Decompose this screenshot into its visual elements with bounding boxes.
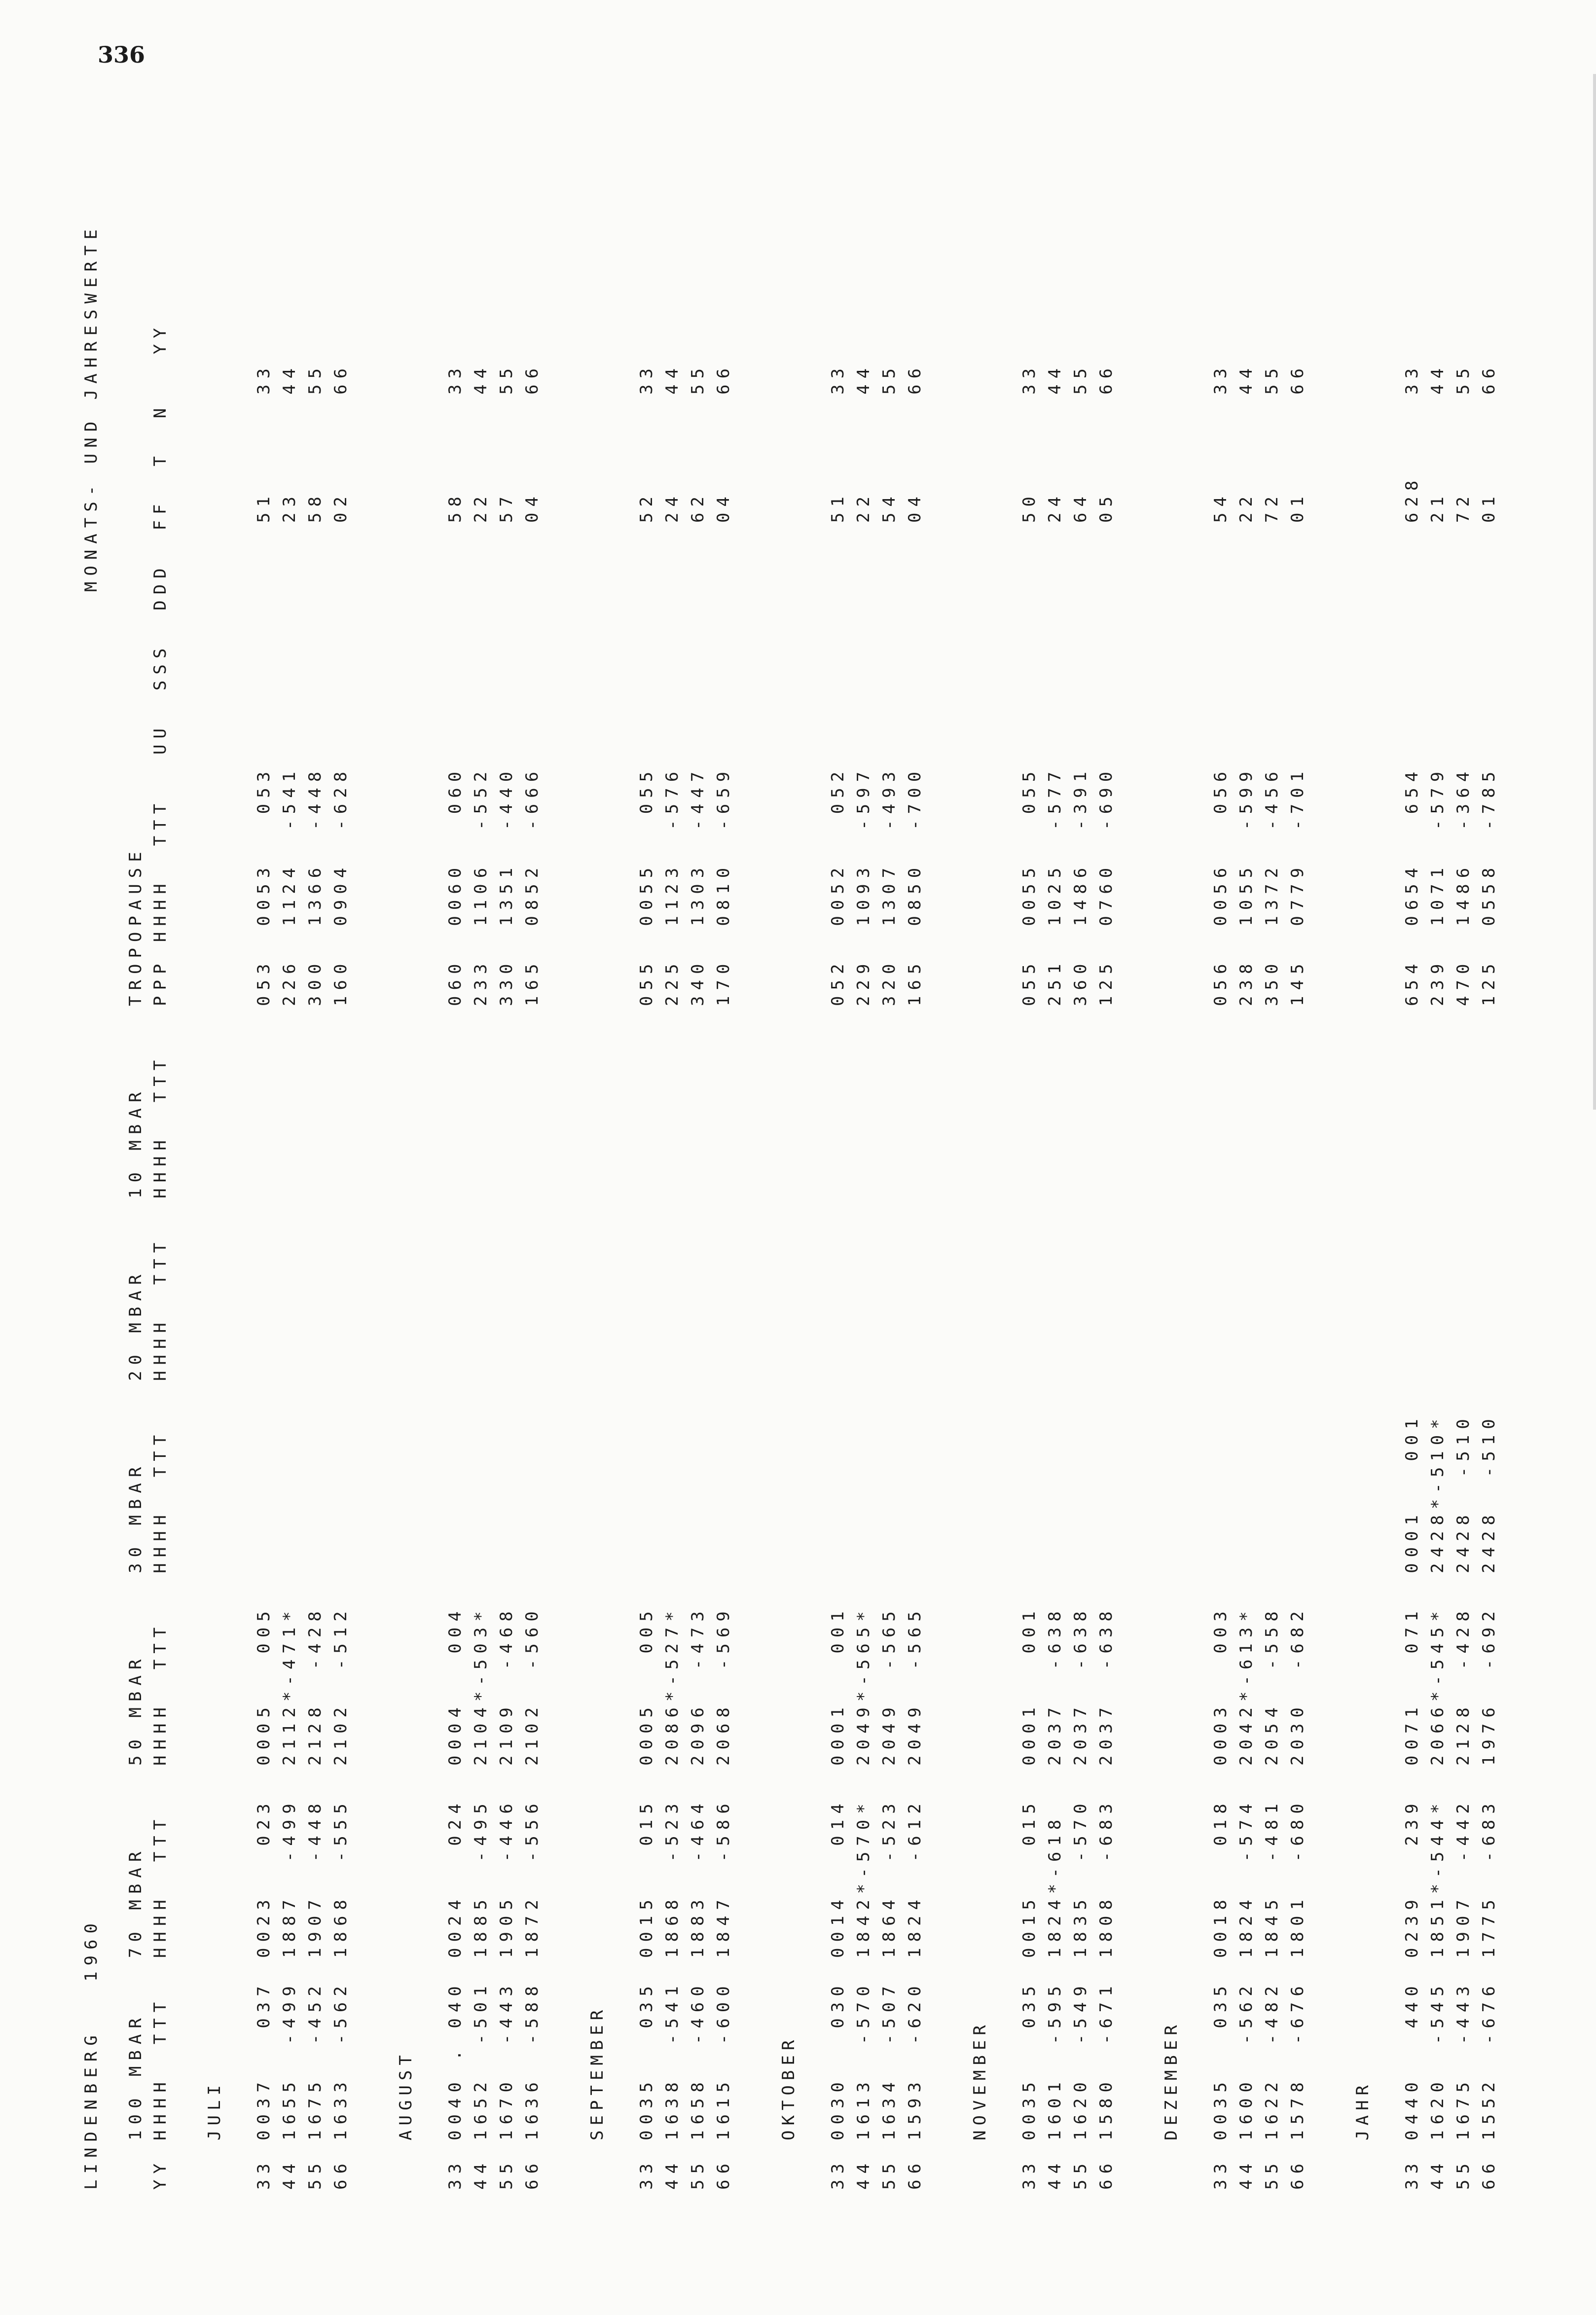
- cell-50mbar: 2042*-613*: [1236, 1605, 1256, 1766]
- cell-tropopause: 239 1071 -579: [1428, 765, 1448, 1006]
- cell-yy: 33: [1211, 2158, 1231, 2190]
- cell-100mbar: 1593 -620: [905, 1980, 925, 2140]
- cell-100mbar: 0035 035: [1211, 1980, 1231, 2140]
- cell-ff: 72: [1453, 491, 1473, 523]
- cell-70mbar: 1883 -464: [688, 1798, 708, 1958]
- cell-tropopause: 145 0779 -701: [1288, 765, 1307, 1006]
- cell-70mbar: 0018 018: [1211, 1798, 1231, 1958]
- cell-70mbar: 1907 -442: [1453, 1798, 1473, 1958]
- cell-ff: 62: [688, 491, 708, 523]
- cell-tropopause: 350 1372 -456: [1262, 765, 1282, 1006]
- cell-50mbar: 1976 -692: [1479, 1605, 1499, 1766]
- cell-yy-right: 55: [1071, 362, 1090, 395]
- cell-50mbar: 2030 -682: [1288, 1605, 1307, 1766]
- cell-30mbar: 2428 -510: [1479, 1413, 1499, 1573]
- cell-50mbar: 2102 -512: [331, 1605, 351, 1766]
- cell-yy-right: 66: [905, 362, 925, 395]
- header-30mbar: 30 MBAR: [126, 1461, 145, 1573]
- cell-yy-right: 33: [254, 362, 274, 395]
- cell-yy-right: 55: [1262, 362, 1282, 395]
- cell-yy: 55: [497, 2158, 516, 2190]
- header-tropopause: TROPOPAUSE: [126, 846, 145, 1006]
- cell-yy: 44: [280, 2158, 299, 2190]
- cell-100mbar: 1675 -452: [305, 1980, 325, 2140]
- cell-yy-right: 33: [637, 362, 656, 395]
- cell-ff: 01: [1288, 491, 1307, 523]
- cell-yy: 44: [662, 2158, 682, 2190]
- cell-yy-right: 33: [828, 362, 848, 395]
- cell-70mbar: 0014 014: [828, 1798, 848, 1958]
- cell-tropopause: 238 1055 -599: [1236, 765, 1256, 1006]
- cell-70mbar: 1885 -495: [471, 1798, 491, 1958]
- header-20mbar: 20 MBAR: [126, 1268, 145, 1381]
- cell-70mbar: 1868 -523: [662, 1798, 682, 1958]
- cell-yy-right: 55: [305, 362, 325, 395]
- month-label: NOVEMBER: [970, 2020, 990, 2140]
- cell-30mbar: 2428 -510: [1453, 1413, 1473, 1573]
- cell-70mbar: 1851*-544*: [1428, 1798, 1448, 1958]
- cell-100mbar: 0035 035: [637, 1980, 656, 2140]
- cell-tropopause: 170 0810 -659: [714, 765, 733, 1006]
- header-yy: YY: [150, 2158, 170, 2190]
- cell-ff: 05: [1096, 491, 1116, 523]
- cell-100mbar: 0440 440: [1402, 1980, 1422, 2140]
- cell-50mbar: 2109 -468: [497, 1605, 516, 1766]
- cell-yy-right: 44: [854, 362, 873, 395]
- cell-70mbar: 1835 -570: [1071, 1798, 1090, 1958]
- cell-100mbar: 1552 -676: [1479, 1980, 1499, 2140]
- cell-yy-right: 44: [662, 362, 682, 395]
- cell-50mbar: 0005 005: [254, 1605, 274, 1766]
- cell-100mbar: 1675 -443: [1453, 1980, 1473, 2140]
- month-label: JULI: [205, 2080, 224, 2140]
- cell-50mbar: 2049 -565: [905, 1605, 925, 1766]
- cell-ff: 22: [854, 491, 873, 523]
- header-tropopause-cols: PPP HHHH TTT: [150, 797, 170, 1006]
- cell-tropopause: 165 0852 -666: [522, 765, 542, 1006]
- cell-100mbar: 1652 -501: [471, 1980, 491, 2140]
- cell-50mbar: 2037 -638: [1045, 1605, 1065, 1766]
- cell-50mbar: 0001 001: [1019, 1605, 1039, 1766]
- header-10-cols: HHHH TTT: [150, 1054, 170, 1198]
- header-30-cols: HHHH TTT: [150, 1429, 170, 1573]
- cell-yy-right: 55: [688, 362, 708, 395]
- cell-tropopause: 055 0055 055: [637, 765, 656, 1006]
- cell-100mbar: 1634 -507: [879, 1980, 899, 2140]
- cell-yy-right: 44: [280, 362, 299, 395]
- cell-50mbar: 2068 -569: [714, 1605, 733, 1766]
- header-70mbar: 70 MBAR: [126, 1845, 145, 1958]
- cell-50mbar: 0001 001: [828, 1605, 848, 1766]
- cell-ff: 57: [497, 491, 516, 523]
- cell-yy-right: 33: [1211, 362, 1231, 395]
- cell-70mbar: 1847 -586: [714, 1798, 733, 1958]
- cell-ff: 52: [637, 491, 656, 523]
- cell-yy: 33: [828, 2158, 848, 2190]
- cell-tropopause: 340 1303 -447: [688, 765, 708, 1006]
- cell-yy-right: 66: [331, 362, 351, 395]
- cell-100mbar: 1622 -482: [1262, 1980, 1282, 2140]
- header-line-2: [148, 322, 173, 2209]
- cell-70mbar: 1775 -683: [1479, 1798, 1499, 1958]
- cell-yy: 33: [637, 2158, 656, 2190]
- section-title: MONATS- UND JAHRESWERTE: [81, 223, 101, 592]
- page-edge-shadow: [1593, 74, 1596, 1110]
- cell-yy: 66: [331, 2158, 351, 2190]
- header-10mbar: 10 MBAR: [126, 1086, 145, 1198]
- cell-70mbar: 0023 023: [254, 1798, 274, 1958]
- header-50-cols: HHHH TTT: [150, 1621, 170, 1766]
- cell-50mbar: 2054 -558: [1262, 1605, 1282, 1766]
- cell-ff: 04: [905, 491, 925, 523]
- cell-tropopause: 055 0055 055: [1019, 765, 1039, 1006]
- cell-yy: 33: [254, 2158, 274, 2190]
- cell-70mbar: 1864 -523: [879, 1798, 899, 1958]
- cell-ff: 58: [305, 491, 325, 523]
- cell-70mbar: 1842*-570*: [854, 1798, 873, 1958]
- cell-ff: 24: [1045, 491, 1065, 523]
- cell-yy-right: 66: [1479, 362, 1499, 395]
- cell-yy: 55: [1453, 2158, 1473, 2190]
- cell-yy-right: 66: [714, 362, 733, 395]
- header-tail-cols: UU SSS DDD FF T N YY: [150, 322, 170, 755]
- cell-yy: 66: [905, 2158, 925, 2190]
- cell-100mbar: 1620 -549: [1071, 1980, 1090, 2140]
- cell-70mbar: 1824 -574: [1236, 1798, 1256, 1958]
- cell-yy: 66: [522, 2158, 542, 2190]
- cell-30mbar: 0001 001: [1402, 1413, 1422, 1573]
- cell-yy: 44: [854, 2158, 873, 2190]
- cell-yy: 66: [1288, 2158, 1307, 2190]
- cell-yy-right: 55: [1453, 362, 1473, 395]
- month-label: JAHR: [1353, 2080, 1373, 2140]
- cell-100mbar: 1578 -676: [1288, 1980, 1307, 2140]
- cell-yy-right: 44: [1236, 362, 1256, 395]
- cell-50mbar: 2096 -473: [688, 1605, 708, 1766]
- cell-70mbar: 0015 015: [637, 1798, 656, 1958]
- cell-100mbar: 1615 -600: [714, 1980, 733, 2140]
- cell-100mbar: 1620 -545: [1428, 1980, 1448, 2140]
- cell-tropopause: 360 1486 -391: [1071, 765, 1090, 1006]
- header-70-cols: HHHH TTT: [150, 1813, 170, 1958]
- cell-yy-right: 66: [1288, 362, 1307, 395]
- cell-70mbar: 1801 -680: [1288, 1798, 1307, 1958]
- cell-ff: 50: [1019, 491, 1039, 523]
- cell-70mbar: 1808 -683: [1096, 1798, 1116, 1958]
- cell-70mbar: 1907 -448: [305, 1798, 325, 1958]
- cell-yy-right: 33: [1019, 362, 1039, 395]
- cell-50mbar: 2086*-527*: [662, 1605, 682, 1766]
- cell-50mbar: 2066*-545*: [1428, 1605, 1448, 1766]
- header-20-cols: HHHH TTT: [150, 1236, 170, 1381]
- cell-yy-right: 44: [1045, 362, 1065, 395]
- cell-ff: 58: [445, 491, 465, 523]
- header-line-1: [123, 846, 148, 2209]
- cell-ff: 72: [1262, 491, 1282, 523]
- cell-ff: 24: [662, 491, 682, 523]
- cell-tropopause: 125 0760 -690: [1096, 765, 1116, 1006]
- cell-100mbar: 0040 . 040: [445, 1980, 465, 2140]
- cell-yy: 44: [1045, 2158, 1065, 2190]
- cell-70mbar: 0015 015: [1019, 1798, 1039, 1958]
- cell-100mbar: 1658 -460: [688, 1980, 708, 2140]
- cell-yy-right: 33: [445, 362, 465, 395]
- cell-tropopause: 330 1351 -440: [497, 765, 516, 1006]
- cell-yy-right: 44: [471, 362, 491, 395]
- cell-50mbar: 2037 -638: [1096, 1605, 1116, 1766]
- cell-ff: 04: [522, 491, 542, 523]
- cell-ff: 51: [254, 491, 274, 523]
- page-number: 336: [98, 41, 145, 68]
- cell-50mbar: 2037 -638: [1071, 1605, 1090, 1766]
- cell-tropopause: 125 0558 -785: [1479, 765, 1499, 1006]
- cell-70mbar: 1824 -612: [905, 1798, 925, 1958]
- cell-50mbar: 0005 005: [637, 1605, 656, 1766]
- cell-yy: 55: [1262, 2158, 1282, 2190]
- cell-yy: 33: [1402, 2158, 1422, 2190]
- cell-ff: 54: [1211, 491, 1231, 523]
- cell-100mbar: 1655 -499: [280, 1980, 299, 2140]
- cell-ff: 21: [1428, 491, 1448, 523]
- cell-ff: 04: [714, 491, 733, 523]
- cell-yy-right: 55: [497, 362, 516, 395]
- cell-yy: 66: [1479, 2158, 1499, 2190]
- month-label: OKTOBER: [779, 2035, 798, 2140]
- cell-yy: 44: [471, 2158, 491, 2190]
- cell-ff: 628: [1402, 474, 1422, 523]
- cell-ff: 51: [828, 491, 848, 523]
- cell-50mbar: 2128 -428: [305, 1605, 325, 1766]
- cell-tropopause: 165 0850 -700: [905, 765, 925, 1006]
- cell-70mbar: 1872 -556: [522, 1798, 542, 1958]
- cell-50mbar: 0071 071: [1402, 1605, 1422, 1766]
- cell-50mbar: 2104*-503*: [471, 1605, 491, 1766]
- cell-ff: 64: [1071, 491, 1090, 523]
- cell-70mbar: 1845 -481: [1262, 1798, 1282, 1958]
- cell-70mbar: 1887 -499: [280, 1798, 299, 1958]
- cell-ff: 54: [879, 491, 899, 523]
- cell-yy: 44: [1428, 2158, 1448, 2190]
- cell-tropopause: 160 0904 -628: [331, 765, 351, 1006]
- cell-tropopause: 052 0052 052: [828, 765, 848, 1006]
- cell-tropopause: 060 0060 060: [445, 765, 465, 1006]
- cell-yy: 66: [1096, 2158, 1116, 2190]
- cell-yy: 66: [714, 2158, 733, 2190]
- cell-tropopause: 320 1307 -493: [879, 765, 899, 1006]
- cell-50mbar: 2102 -560: [522, 1605, 542, 1766]
- cell-100mbar: 1600 -562: [1236, 1980, 1256, 2140]
- cell-tropopause: 056 0056 056: [1211, 765, 1231, 1006]
- header-100-cols: HHHH TTT: [150, 1996, 170, 2140]
- cell-70mbar: 1905 -446: [497, 1798, 516, 1958]
- cell-tropopause: 229 1093 -597: [854, 765, 873, 1006]
- cell-100mbar: 1613 -570: [854, 1980, 873, 2140]
- cell-yy-right: 55: [879, 362, 899, 395]
- cell-yy: 33: [445, 2158, 465, 2190]
- cell-100mbar: 1638 -541: [662, 1980, 682, 2140]
- cell-yy-right: 44: [1428, 362, 1448, 395]
- cell-100mbar: 1636 -588: [522, 1980, 542, 2140]
- cell-yy-right: 66: [1096, 362, 1116, 395]
- cell-ff: 02: [331, 491, 351, 523]
- cell-70mbar: 1868 -555: [331, 1798, 351, 1958]
- cell-tropopause: 053 0053 053: [254, 765, 274, 1006]
- cell-50mbar: 2128 -428: [1453, 1605, 1473, 1766]
- cell-ff: 22: [471, 491, 491, 523]
- cell-yy: 55: [688, 2158, 708, 2190]
- cell-yy: 44: [1236, 2158, 1256, 2190]
- cell-yy: 55: [305, 2158, 325, 2190]
- month-label: DEZEMBER: [1161, 2020, 1181, 2140]
- cell-tropopause: 470 1486 -364: [1453, 765, 1473, 1006]
- cell-70mbar: 0239 239: [1402, 1798, 1422, 1958]
- header-50mbar: 50 MBAR: [126, 1653, 145, 1766]
- cell-yy-right: 33: [1402, 362, 1422, 395]
- cell-100mbar: 1670 -443: [497, 1980, 516, 2140]
- cell-70mbar: 1824*-618: [1045, 1813, 1065, 1958]
- cell-50mbar: 2049*-565*: [854, 1605, 873, 1766]
- cell-yy: 55: [1071, 2158, 1090, 2190]
- cell-tropopause: 225 1123 -576: [662, 765, 682, 1006]
- cell-50mbar: 0004 004: [445, 1605, 465, 1766]
- cell-tropopause: 233 1106 -552: [471, 765, 491, 1006]
- cell-yy: 33: [1019, 2158, 1039, 2190]
- rotated-data-table: [79, 89, 1499, 2209]
- cell-tropopause: 226 1124 -541: [280, 765, 299, 1006]
- cell-100mbar: 1601 -595: [1045, 1980, 1065, 2140]
- cell-100mbar: 0037 037: [254, 1980, 274, 2140]
- cell-ff: 23: [280, 491, 299, 523]
- cell-ff: 01: [1479, 491, 1499, 523]
- cell-100mbar: 1633 -562: [331, 1980, 351, 2140]
- cell-100mbar: 0030 030: [828, 1980, 848, 2140]
- cell-50mbar: 0003 003: [1211, 1605, 1231, 1766]
- cell-100mbar: 0035 035: [1019, 1980, 1039, 2140]
- cell-yy-right: 66: [522, 362, 542, 395]
- cell-30mbar: 2428*-510*: [1428, 1413, 1448, 1573]
- month-label: SEPTEMBER: [587, 2005, 607, 2140]
- cell-50mbar: 2049 -565: [879, 1605, 899, 1766]
- month-label: AUGUST: [396, 2050, 416, 2140]
- cell-tropopause: 300 1366 -448: [305, 765, 325, 1006]
- station-title: LINDENBERG 1960: [81, 1917, 101, 2190]
- cell-yy: 55: [879, 2158, 899, 2190]
- cell-tropopause: 251 1025 -577: [1045, 765, 1065, 1006]
- header-100mbar: 100 MBAR: [126, 2012, 145, 2140]
- cell-70mbar: 0024 024: [445, 1798, 465, 1958]
- cell-ff: 22: [1236, 491, 1256, 523]
- cell-50mbar: 2112*-471*: [280, 1605, 299, 1766]
- cell-tropopause: 654 0654 654: [1402, 765, 1422, 1006]
- cell-100mbar: 1580 -671: [1096, 1980, 1116, 2140]
